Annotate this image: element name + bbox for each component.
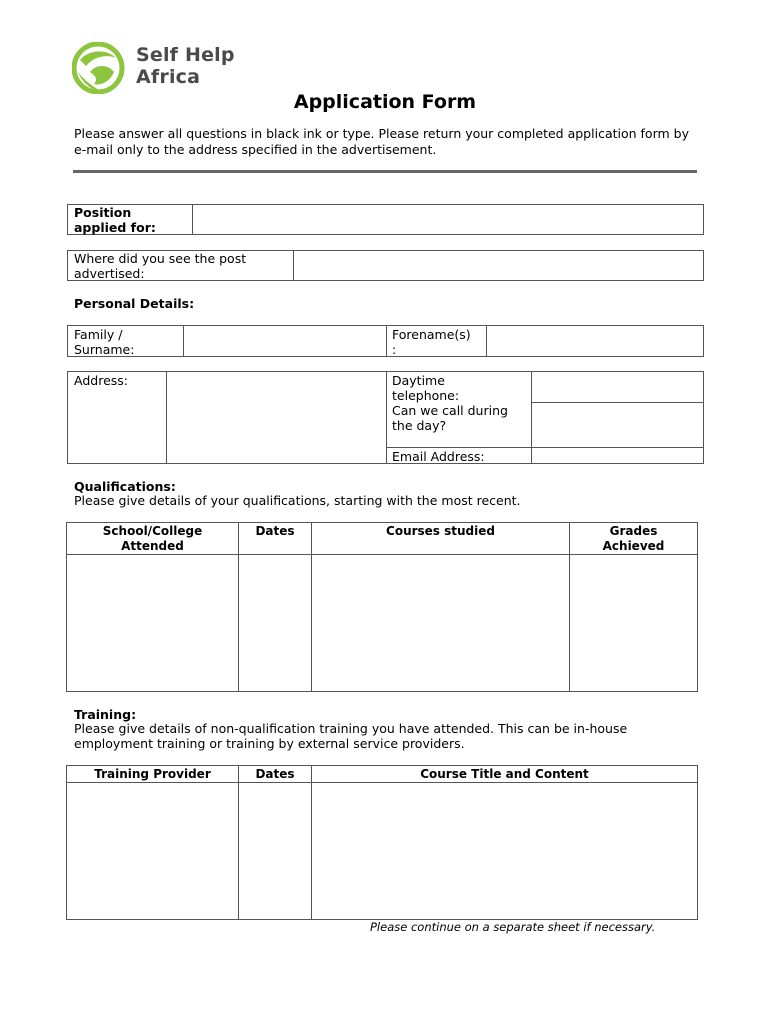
family-label: Family / Surname: — [74, 327, 135, 357]
globe-logo-icon — [74, 44, 122, 92]
page-title: Application Form — [293, 91, 477, 113]
logo-line1: Self Help — [136, 44, 235, 66]
qual-col-grades: Grades Achieved — [602, 524, 665, 553]
email-input[interactable] — [532, 448, 703, 463]
call-label: Can we call during the day? — [392, 403, 508, 433]
name-row — [67, 325, 704, 357]
qualifications-heading: Qualifications: — [74, 479, 176, 494]
address-input[interactable] — [167, 372, 386, 463]
advertised-label: Where did you see the post advertised: — [74, 251, 247, 281]
qual-school-input[interactable] — [67, 555, 238, 691]
forename-input[interactable] — [487, 326, 703, 356]
qualifications-table — [66, 522, 698, 692]
qual-col-courses: Courses studied — [386, 524, 495, 538]
email-label: Email Address: — [392, 449, 485, 464]
family-input[interactable] — [184, 326, 386, 356]
personal-details-heading: Personal Details: — [74, 296, 195, 311]
position-row — [67, 204, 704, 235]
training-provider-input[interactable] — [67, 783, 238, 919]
training-col-course: Course Title and Content — [420, 767, 589, 781]
intro-text: Please answer all questions in black ink or type. Please return your completed application form by e-mail only to the address specified in the advertisement. — [74, 126, 689, 157]
qual-courses-input[interactable] — [312, 555, 569, 691]
header-divider — [73, 170, 697, 173]
position-input[interactable] — [194, 205, 702, 234]
training-col-provider: Training Provider — [94, 767, 211, 781]
daytime-input[interactable] — [532, 372, 703, 402]
training-col-dates: Dates — [255, 767, 295, 781]
logo-line2: Africa — [136, 66, 201, 88]
training-dates-input[interactable] — [239, 783, 311, 919]
continue-note: Please continue on a separate sheet if necessary. — [370, 920, 656, 934]
training-course-input[interactable] — [312, 783, 697, 919]
call-input[interactable] — [532, 403, 703, 447]
qual-grades-input[interactable] — [570, 555, 697, 691]
training-heading: Training: — [74, 707, 137, 722]
forename-label: Forename(s) : — [392, 327, 471, 357]
qual-dates-input[interactable] — [239, 555, 311, 691]
advertised-row — [67, 250, 704, 281]
training-table — [66, 765, 698, 920]
daytime-label: Daytime telephone: — [392, 373, 460, 403]
qual-col-dates: Dates — [255, 524, 295, 538]
qual-col-school: School/College Attended — [102, 524, 203, 553]
position-label: Position applied for: — [74, 205, 156, 235]
address-label: Address: — [74, 373, 128, 388]
advertised-input[interactable] — [295, 251, 702, 280]
qualifications-instruction: Please give details of your qualifications, starting with the most recent. — [74, 493, 521, 508]
address-block — [67, 371, 704, 464]
training-instruction: Please give details of non-qualification training you have attended. This can be in-house employment training or training by external service providers. — [74, 721, 628, 751]
logo-wordmark — [136, 44, 235, 88]
